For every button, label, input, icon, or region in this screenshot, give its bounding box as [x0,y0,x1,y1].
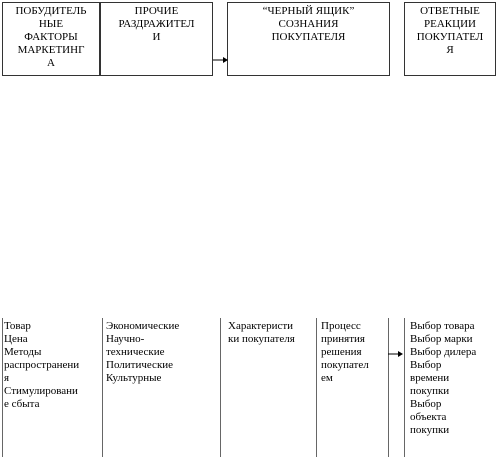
column-decision-process: Процесс принятия решения покупател ем [321,320,369,384]
column-divider-3 [316,318,317,457]
column-divider-left [2,318,3,457]
box-marketing-stimuli: ПОБУДИТЕЛЬ НЫЕ ФАКТОРЫ МАРКЕТИНГ А [2,2,100,76]
arrow-to-responses [388,350,404,358]
column-buyer-responses: Выбор товара Выбор марки Выбор дилера Выбор времени покупки Выбор объекта покупки [410,320,477,436]
column-divider-1 [102,318,103,457]
column-other-stimuli: Экономические Научно- технические Политические Культурные [106,320,180,384]
column-divider-2 [220,318,221,457]
column-divider-5 [404,318,405,457]
box-buyer-black-box: “ЧЕРНЫЙ ЯЩИК” СОЗНАНИЯ ПОКУПАТЕЛЯ [227,2,390,76]
column-buyer-characteristics: Характеристи ки покупателя [228,320,295,345]
column-marketing-stimuli: Товар Цена Методы распространени я Стимулировани е сбыта [4,320,80,410]
arrow-to-black-box [213,56,229,64]
column-divider-4 [388,318,389,457]
box-buyer-responses: ОТВЕТНЫЕ РЕАКЦИИ ПОКУПАТЕЛ Я [404,2,496,76]
box-other-stimuli: ПРОЧИЕ РАЗДРАЖИТЕЛ И [100,2,213,76]
